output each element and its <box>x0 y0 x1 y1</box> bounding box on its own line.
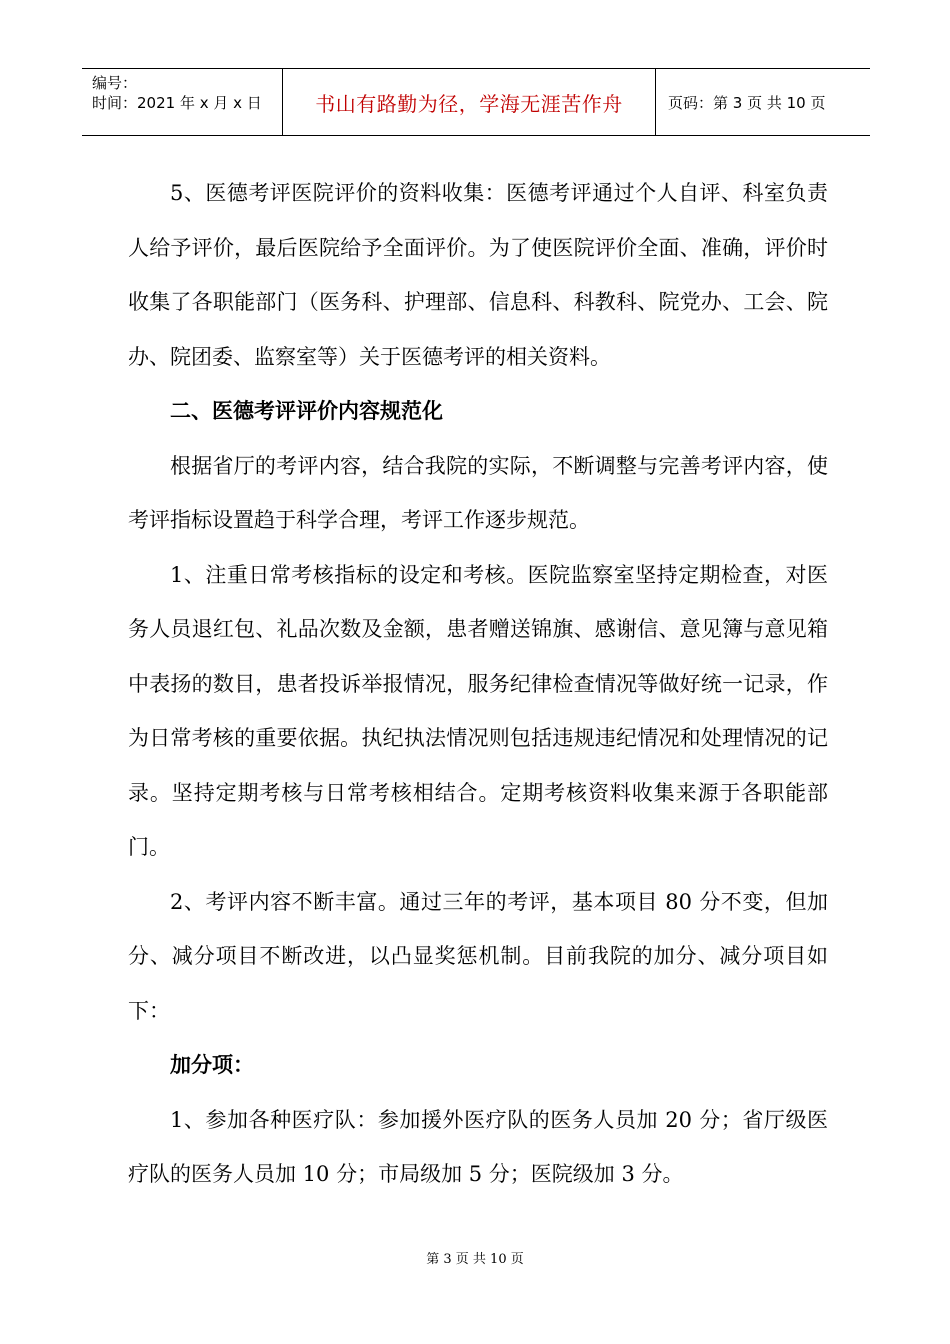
bonus-items-heading: 加分项： <box>170 1053 254 1077</box>
document-body <box>128 166 828 1202</box>
paragraph-content-enrichment: 2、考评内容不断丰富。通过三年的考评，基本项目 80 分不变，但加分、减分项目不断改进，以凸显奖惩机制。目前我院的加分、减分项目如下： <box>128 889 828 1023</box>
page-footer: 第 3 页 共 10 页 <box>426 1252 524 1267</box>
document-number-label: 编号： <box>92 74 138 92</box>
section-heading: 二、医德考评评价内容规范化 <box>170 399 443 423</box>
document-date-label: 时间：2021 年 x 月 x 日 <box>92 94 262 112</box>
header-page-info: 页码：第 3 页 共 10 页 <box>668 93 826 112</box>
paragraph-medical-team: 1、参加各种医疗队：参加援外医疗队的医务人员加 20 分；省厅级医疗队的医务人员加 10 分；市局级加 5 分；医院级加 3 分。 <box>128 1107 828 1186</box>
paragraph-daily-assessment: 1、注重日常考核指标的设定和考核。医院监察室坚持定期检查，对医务人员退红包、礼品次数及金额，患者赠送锦旗、感谢信、意见簿与意见箱中表扬的数目，患者投诉举报情况，服务纪律检查情况等做好统一记录，作为日常考核的重要依据。执纪执法情况则包括违规违纪情况和处理情况的记录。坚持定期考核与日常考核相结合。定期考核资料收集来源于各职能部门。 <box>128 562 828 859</box>
paragraph-intro: 根据省厅的考评内容，结合我院的实际，不断调整与完善考评内容，使考评指标设置趋于科学合理，考评工作逐步规范。 <box>128 453 828 532</box>
header-meta-cell <box>82 69 283 135</box>
page-header <box>82 68 870 136</box>
paragraph-evaluation-data: 5、医德考评医院评价的资料收集：医德考评通过个人自评、科室负责人给予评价，最后医院给予全面评价。为了使医院评价全面、准确，评价时收集了各职能部门（医务科、护理部、信息科、科教科、院党办、工会、院办、院团委、监察室等）关于医德考评的相关资料。 <box>128 181 828 369</box>
header-motto: 书山有路勤为径，学海无涯苦作舟 <box>283 69 656 135</box>
